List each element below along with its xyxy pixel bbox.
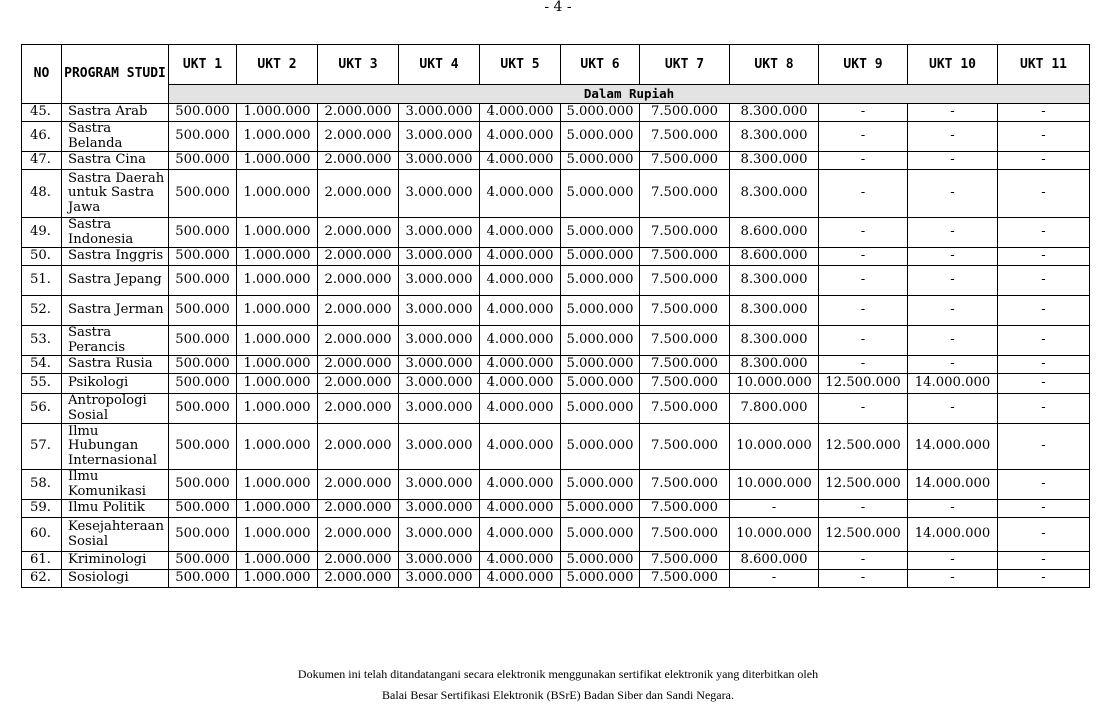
ukt-9-cell: - [819,356,908,374]
header-program-studi: PROGRAM STUDI [62,45,169,104]
ukt-11-cell: - [998,394,1090,424]
ukt-9-cell: - [819,552,908,570]
ukt-2-cell: 1.000.000 [237,570,318,588]
ukt-4-cell: 3.000.000 [399,104,480,122]
row-number: 54. [22,356,62,374]
ukt-9-cell: - [819,394,908,424]
ukt-9-cell: 12.500.000 [819,424,908,470]
ukt-11-cell: - [998,326,1090,356]
table-header [22,45,1090,104]
ukt-7-cell: 7.500.000 [640,518,730,552]
ukt-6-cell: 5.000.000 [561,326,640,356]
ukt-3-cell: 2.000.000 [318,218,399,248]
ukt-1-cell: 500.000 [169,326,237,356]
ukt-6-cell: 5.000.000 [561,470,640,500]
header-ukt-9: UKT 9 [819,45,908,85]
ukt-6-cell: 5.000.000 [561,394,640,424]
ukt-11-cell: - [998,152,1090,170]
footer-line-2: Balai Besar Sertifikasi Elektronik (BSrE) Badan Siber dan Sandi Negara. [382,688,734,702]
ukt-2-cell: 1.000.000 [237,152,318,170]
ukt-5-cell: 4.000.000 [480,266,561,296]
ukt-1-cell: 500.000 [169,424,237,470]
ukt-10-cell: - [908,218,998,248]
ukt-10-cell: 14.000.000 [908,518,998,552]
ukt-2-cell: 1.000.000 [237,326,318,356]
ukt-9-cell: - [819,152,908,170]
ukt-10-cell: - [908,500,998,518]
ukt-5-cell: 4.000.000 [480,356,561,374]
ukt-4-cell: 3.000.000 [399,266,480,296]
ukt-4-cell: 3.000.000 [399,326,480,356]
ukt-5-cell: 4.000.000 [480,248,561,266]
ukt-5-cell: 4.000.000 [480,152,561,170]
program-studi-cell: Sastra Cina [62,152,169,170]
ukt-6-cell: 5.000.000 [561,356,640,374]
ukt-6-cell: 5.000.000 [561,266,640,296]
ukt-11-cell: - [998,518,1090,552]
program-studi-cell: Sastra Belanda [62,122,169,152]
ukt-2-cell: 1.000.000 [237,266,318,296]
signature-notice [0,664,1116,706]
row-number: 50. [22,248,62,266]
ukt-3-cell: 2.000.000 [318,500,399,518]
ukt-4-cell: 3.000.000 [399,296,480,326]
ukt-11-cell: - [998,218,1090,248]
row-number: 55. [22,374,62,394]
header-ukt-8: UKT 8 [730,45,819,85]
ukt-5-cell: 4.000.000 [480,170,561,218]
ukt-9-cell: - [819,218,908,248]
ukt-fee-table [21,44,1090,588]
ukt-5-cell: 4.000.000 [480,500,561,518]
ukt-7-cell: 7.500.000 [640,356,730,374]
ukt-2-cell: 1.000.000 [237,500,318,518]
ukt-5-cell: 4.000.000 [480,104,561,122]
ukt-4-cell: 3.000.000 [399,470,480,500]
ukt-7-cell: 7.500.000 [640,218,730,248]
ukt-11-cell: - [998,248,1090,266]
table-row [22,374,1090,394]
ukt-8-cell: - [730,500,819,518]
ukt-1-cell: 500.000 [169,122,237,152]
table-row [22,266,1090,296]
ukt-5-cell: 4.000.000 [480,552,561,570]
row-number: 61. [22,552,62,570]
ukt-8-cell: 8.300.000 [730,326,819,356]
ukt-11-cell: - [998,266,1090,296]
ukt-2-cell: 1.000.000 [237,218,318,248]
ukt-3-cell: 2.000.000 [318,518,399,552]
ukt-4-cell: 3.000.000 [399,374,480,394]
ukt-4-cell: 3.000.000 [399,122,480,152]
ukt-6-cell: 5.000.000 [561,152,640,170]
ukt-2-cell: 1.000.000 [237,170,318,218]
ukt-10-cell: - [908,170,998,218]
ukt-3-cell: 2.000.000 [318,394,399,424]
row-number: 57. [22,424,62,470]
ukt-1-cell: 500.000 [169,394,237,424]
table-row [22,152,1090,170]
ukt-11-cell: - [998,470,1090,500]
table-row [22,424,1090,470]
ukt-8-cell: 8.600.000 [730,218,819,248]
ukt-10-cell: - [908,326,998,356]
row-number: 47. [22,152,62,170]
ukt-1-cell: 500.000 [169,356,237,374]
ukt-5-cell: 4.000.000 [480,470,561,500]
program-studi-cell: Sastra Daerah untuk Sastra Jawa [62,170,169,218]
ukt-10-cell: 14.000.000 [908,424,998,470]
unit-row [22,85,1090,104]
ukt-1-cell: 500.000 [169,248,237,266]
row-number: 56. [22,394,62,424]
ukt-6-cell: 5.000.000 [561,170,640,218]
ukt-1-cell: 500.000 [169,170,237,218]
ukt-8-cell: 8.300.000 [730,266,819,296]
ukt-2-cell: 1.000.000 [237,356,318,374]
ukt-8-cell: 8.300.000 [730,356,819,374]
ukt-2-cell: 1.000.000 [237,424,318,470]
ukt-1-cell: 500.000 [169,218,237,248]
ukt-2-cell: 1.000.000 [237,470,318,500]
ukt-10-cell: 14.000.000 [908,374,998,394]
ukt-6-cell: 5.000.000 [561,374,640,394]
ukt-3-cell: 2.000.000 [318,570,399,588]
ukt-7-cell: 7.500.000 [640,470,730,500]
ukt-8-cell: 10.000.000 [730,518,819,552]
program-studi-cell: Sosiologi [62,570,169,588]
ukt-10-cell: - [908,248,998,266]
ukt-6-cell: 5.000.000 [561,218,640,248]
ukt-11-cell: - [998,104,1090,122]
table-row [22,470,1090,500]
ukt-9-cell: 12.500.000 [819,518,908,552]
ukt-5-cell: 4.000.000 [480,122,561,152]
ukt-4-cell: 3.000.000 [399,570,480,588]
ukt-1-cell: 500.000 [169,296,237,326]
ukt-10-cell: - [908,296,998,326]
ukt-9-cell: 12.500.000 [819,470,908,500]
table-row [22,248,1090,266]
ukt-4-cell: 3.000.000 [399,218,480,248]
ukt-8-cell: 8.600.000 [730,552,819,570]
program-studi-cell: Sastra Jepang [62,266,169,296]
ukt-6-cell: 5.000.000 [561,518,640,552]
table-row [22,122,1090,152]
program-studi-cell: Ilmu Komunikasi [62,470,169,500]
ukt-7-cell: 7.500.000 [640,122,730,152]
ukt-4-cell: 3.000.000 [399,518,480,552]
header-ukt-7: UKT 7 [640,45,730,85]
ukt-2-cell: 1.000.000 [237,518,318,552]
ukt-2-cell: 1.000.000 [237,104,318,122]
ukt-6-cell: 5.000.000 [561,122,640,152]
header-ukt-1: UKT 1 [169,45,237,85]
ukt-3-cell: 2.000.000 [318,356,399,374]
ukt-4-cell: 3.000.000 [399,424,480,470]
ukt-6-cell: 5.000.000 [561,552,640,570]
ukt-9-cell: - [819,248,908,266]
ukt-11-cell: - [998,170,1090,218]
ukt-1-cell: 500.000 [169,470,237,500]
program-studi-cell: Psikologi [62,374,169,394]
table-row [22,500,1090,518]
ukt-5-cell: 4.000.000 [480,374,561,394]
ukt-5-cell: 4.000.000 [480,424,561,470]
ukt-1-cell: 500.000 [169,266,237,296]
ukt-7-cell: 7.500.000 [640,266,730,296]
program-studi-cell: Sastra Inggris [62,248,169,266]
ukt-3-cell: 2.000.000 [318,170,399,218]
ukt-11-cell: - [998,122,1090,152]
ukt-8-cell: 8.300.000 [730,170,819,218]
ukt-8-cell: 8.300.000 [730,122,819,152]
ukt-11-cell: - [998,424,1090,470]
ukt-9-cell: - [819,500,908,518]
ukt-5-cell: 4.000.000 [480,296,561,326]
ukt-3-cell: 2.000.000 [318,152,399,170]
table-row [22,552,1090,570]
ukt-3-cell: 2.000.000 [318,552,399,570]
row-number: 48. [22,170,62,218]
ukt-7-cell: 7.500.000 [640,394,730,424]
ukt-9-cell: - [819,326,908,356]
ukt-10-cell: - [908,104,998,122]
header-ukt-11: UKT 11 [998,45,1090,85]
ukt-5-cell: 4.000.000 [480,570,561,588]
page-number: - 4 - [544,0,572,15]
row-number: 51. [22,266,62,296]
ukt-4-cell: 3.000.000 [399,552,480,570]
ukt-8-cell: 8.300.000 [730,152,819,170]
ukt-6-cell: 5.000.000 [561,424,640,470]
row-number: 45. [22,104,62,122]
ukt-6-cell: 5.000.000 [561,570,640,588]
ukt-1-cell: 500.000 [169,552,237,570]
ukt-10-cell: - [908,570,998,588]
program-studi-cell: Antropologi Sosial [62,394,169,424]
program-studi-cell: Sastra Jerman [62,296,169,326]
header-ukt-4: UKT 4 [399,45,480,85]
ukt-7-cell: 7.500.000 [640,374,730,394]
ukt-7-cell: 7.500.000 [640,326,730,356]
ukt-6-cell: 5.000.000 [561,500,640,518]
ukt-10-cell: - [908,152,998,170]
ukt-3-cell: 2.000.000 [318,374,399,394]
ukt-3-cell: 2.000.000 [318,104,399,122]
ukt-9-cell: - [819,296,908,326]
ukt-10-cell: 14.000.000 [908,470,998,500]
ukt-8-cell: 8.300.000 [730,104,819,122]
ukt-2-cell: 1.000.000 [237,122,318,152]
ukt-8-cell: - [730,570,819,588]
ukt-4-cell: 3.000.000 [399,152,480,170]
ukt-9-cell: - [819,122,908,152]
ukt-3-cell: 2.000.000 [318,122,399,152]
ukt-3-cell: 2.000.000 [318,266,399,296]
row-number: 62. [22,570,62,588]
ukt-3-cell: 2.000.000 [318,326,399,356]
ukt-4-cell: 3.000.000 [399,500,480,518]
program-studi-cell: Sastra Indonesia [62,218,169,248]
ukt-8-cell: 8.600.000 [730,248,819,266]
ukt-9-cell: - [819,104,908,122]
ukt-7-cell: 7.500.000 [640,170,730,218]
ukt-9-cell: - [819,266,908,296]
ukt-4-cell: 3.000.000 [399,394,480,424]
ukt-7-cell: 7.500.000 [640,500,730,518]
ukt-11-cell: - [998,374,1090,394]
ukt-2-cell: 1.000.000 [237,296,318,326]
ukt-10-cell: - [908,266,998,296]
table-row [22,104,1090,122]
ukt-1-cell: 500.000 [169,152,237,170]
ukt-1-cell: 500.000 [169,500,237,518]
table-row [22,218,1090,248]
program-studi-cell: Kesejahteraan Sosial [62,518,169,552]
header-ukt-2: UKT 2 [237,45,318,85]
unit-label: Dalam Rupiah [169,85,1090,104]
ukt-5-cell: 4.000.000 [480,394,561,424]
header-ukt-6: UKT 6 [561,45,640,85]
row-number: 58. [22,470,62,500]
ukt-7-cell: 7.500.000 [640,424,730,470]
ukt-3-cell: 2.000.000 [318,248,399,266]
program-studi-cell: Ilmu Hubungan Internasional [62,424,169,470]
program-studi-cell: Kriminologi [62,552,169,570]
header-ukt-5: UKT 5 [480,45,561,85]
ukt-8-cell: 10.000.000 [730,374,819,394]
ukt-7-cell: 7.500.000 [640,552,730,570]
ukt-3-cell: 2.000.000 [318,296,399,326]
ukt-2-cell: 1.000.000 [237,394,318,424]
table-row [22,326,1090,356]
ukt-1-cell: 500.000 [169,518,237,552]
row-number: 59. [22,500,62,518]
row-number: 46. [22,122,62,152]
ukt-9-cell: 12.500.000 [819,374,908,394]
ukt-5-cell: 4.000.000 [480,326,561,356]
ukt-2-cell: 1.000.000 [237,374,318,394]
table-row [22,356,1090,374]
ukt-10-cell: - [908,394,998,424]
ukt-7-cell: 7.500.000 [640,570,730,588]
ukt-2-cell: 1.000.000 [237,248,318,266]
program-studi-cell: Sastra Rusia [62,356,169,374]
ukt-11-cell: - [998,356,1090,374]
ukt-6-cell: 5.000.000 [561,248,640,266]
ukt-9-cell: - [819,570,908,588]
ukt-4-cell: 3.000.000 [399,356,480,374]
table-row [22,394,1090,424]
ukt-1-cell: 500.000 [169,570,237,588]
table-row [22,518,1090,552]
header-ukt-10: UKT 10 [908,45,998,85]
ukt-7-cell: 7.500.000 [640,152,730,170]
ukt-1-cell: 500.000 [169,104,237,122]
ukt-11-cell: - [998,552,1090,570]
ukt-7-cell: 7.500.000 [640,296,730,326]
table-row [22,170,1090,218]
ukt-5-cell: 4.000.000 [480,518,561,552]
program-studi-cell: Sastra Arab [62,104,169,122]
ukt-7-cell: 7.500.000 [640,248,730,266]
ukt-10-cell: - [908,552,998,570]
ukt-8-cell: 10.000.000 [730,424,819,470]
program-studi-cell: Ilmu Politik [62,500,169,518]
footer-line-1: Dokumen ini telah ditandatangani secara elektronik menggunakan sertifikat elektronik yang diterbitkan oleh [297,667,819,681]
ukt-4-cell: 3.000.000 [399,170,480,218]
ukt-5-cell: 4.000.000 [480,218,561,248]
ukt-11-cell: - [998,500,1090,518]
ukt-3-cell: 2.000.000 [318,470,399,500]
ukt-8-cell: 8.300.000 [730,296,819,326]
ukt-3-cell: 2.000.000 [318,424,399,470]
ukt-4-cell: 3.000.000 [399,248,480,266]
row-number: 49. [22,218,62,248]
table-row [22,296,1090,326]
row-number: 53. [22,326,62,356]
ukt-7-cell: 7.500.000 [640,104,730,122]
ukt-8-cell: 10.000.000 [730,470,819,500]
ukt-9-cell: - [819,170,908,218]
table-body [22,104,1090,588]
ukt-1-cell: 500.000 [169,374,237,394]
table-row [22,570,1090,588]
ukt-8-cell: 7.800.000 [730,394,819,424]
ukt-6-cell: 5.000.000 [561,104,640,122]
ukt-10-cell: - [908,122,998,152]
header-ukt-3: UKT 3 [318,45,399,85]
ukt-11-cell: - [998,570,1090,588]
row-number: 52. [22,296,62,326]
header-no: NO [22,45,62,104]
ukt-6-cell: 5.000.000 [561,296,640,326]
header-row [22,45,1090,85]
program-studi-cell: Sastra Perancis [62,326,169,356]
ukt-10-cell: - [908,356,998,374]
ukt-2-cell: 1.000.000 [237,552,318,570]
row-number: 60. [22,518,62,552]
ukt-11-cell: - [998,296,1090,326]
